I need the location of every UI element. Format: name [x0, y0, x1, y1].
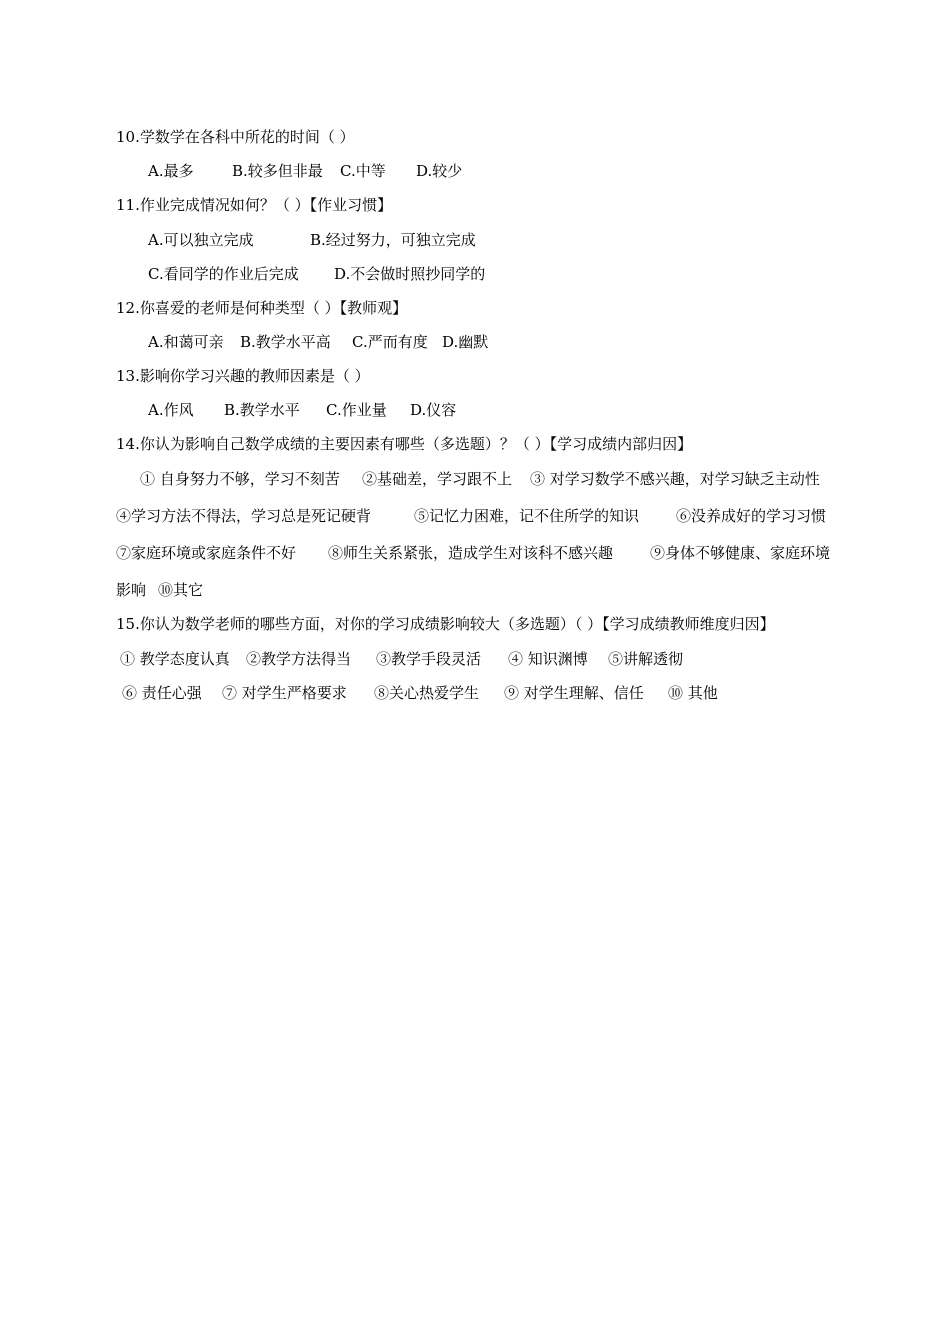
- question-10-options: [148, 161, 463, 181]
- option: ① 自身努力不够，学习不刻苦: [140, 470, 340, 488]
- option: A.作风: [148, 401, 194, 419]
- question-10-stem: 10.学数学在各科中所花的时间（ ）: [116, 128, 355, 146]
- option: ⑨ 对学生理解、信任: [504, 684, 644, 702]
- option: ③教学手段灵活: [376, 650, 482, 668]
- option: ⑤讲解透彻: [608, 650, 684, 668]
- question-11-options-2: [148, 264, 486, 284]
- option: A.和蔼可亲: [148, 333, 224, 351]
- question-12-options: [148, 332, 489, 352]
- option: ④学习方法不得法，学习总是死记硬背: [116, 507, 372, 525]
- option: ⑤记忆力困难，记不住所学的知识: [414, 507, 640, 525]
- option: B.经过努力，可独立完成: [310, 231, 476, 249]
- option: B.教学水平: [224, 401, 300, 419]
- question-12-stem: 12.你喜爱的老师是何种类型（ ）【教师观】: [116, 299, 408, 317]
- option: C.看同学的作业后完成: [148, 265, 299, 283]
- question-13-stem: 13.影响你学习兴趣的教师因素是（ ）: [116, 367, 370, 385]
- option: ⑦ 对学生严格要求: [222, 684, 347, 702]
- option: ① 教学态度认真: [120, 650, 230, 668]
- question-15-options-1: [120, 649, 684, 669]
- option: ⑧关心热爱学生: [374, 684, 480, 702]
- question-15-stem: 15.你认为数学老师的哪些方面，对你的学习成绩影响较大（多选题）（ ）【学习成绩教师维度归因】: [116, 615, 775, 633]
- option: ②教学方法得当: [246, 650, 352, 668]
- option: C.中等: [340, 162, 386, 180]
- option: ⑩其它: [158, 581, 204, 599]
- option: D.幽默: [442, 333, 489, 351]
- question-14-options-2: [116, 506, 827, 526]
- option: ③ 对学习数学不感兴趣，对学习缺乏主动性: [530, 470, 820, 488]
- option: ②基础差，学习跟不上: [362, 470, 513, 488]
- option: ⑩ 其他: [668, 684, 718, 702]
- option: D.较少: [416, 162, 463, 180]
- option: D.仪容: [410, 401, 457, 419]
- question-11-stem: 11.作业完成情况如何？（ ）【作业习惯】: [116, 196, 393, 214]
- question-14-stem: 14.你认为影响自己数学成绩的主要因素有哪些（多选题）？（ ）【学习成绩内部归因】: [116, 435, 693, 453]
- option: ⑧师生关系紧张，造成学生对该科不感兴趣: [328, 544, 614, 562]
- option: ④ 知识渊博: [508, 650, 588, 668]
- option: ⑨身体不够健康、家庭环境: [650, 544, 831, 562]
- option: B.较多但非最: [232, 162, 323, 180]
- question-15-options-2: [122, 683, 718, 703]
- option: A.可以独立完成: [148, 231, 254, 249]
- option: A.最多: [148, 162, 194, 180]
- option: C.作业量: [326, 401, 387, 419]
- option: D.不会做时照抄同学的: [334, 265, 486, 283]
- question-14-options-1: [140, 469, 820, 489]
- question-13-options: [148, 400, 457, 420]
- option: C.严而有度: [352, 333, 428, 351]
- option: 影响: [116, 581, 147, 599]
- option: B.教学水平高: [240, 333, 331, 351]
- question-11-options-1: [148, 230, 476, 250]
- question-14-options-3: [116, 543, 831, 563]
- question-14-options-4: [116, 580, 204, 600]
- option: ⑦家庭环境或家庭条件不好: [116, 544, 297, 562]
- option: ⑥ 责任心强: [122, 684, 202, 702]
- option: ⑥没养成好的学习习惯: [676, 507, 827, 525]
